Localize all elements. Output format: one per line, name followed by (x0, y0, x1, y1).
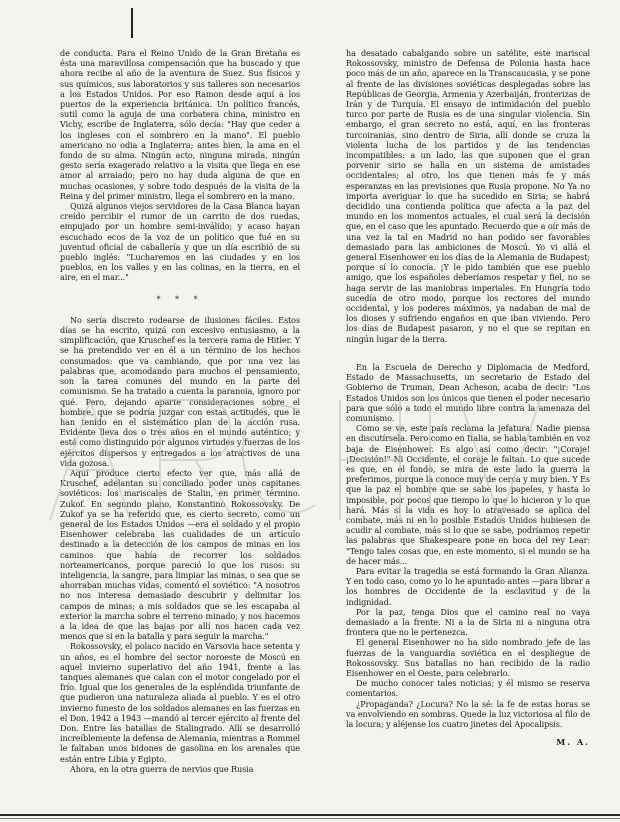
left-paragraph-1: de conducta. Para el Reino Unido de la Gran Bretaña es ésta una maravillosa compensación que ha buscado y que ahora recibe al año de la aventura de Suez. Sus físicos y sus químicos, sus laboratorios y sus talleres son necesarios a los Estados Unidos. Por eso Ramon desde aquí a los puertos de la experiencia británica. Un político francés, sutil como la aguja de una corbatera china, ministro en Vichy, escribe de Inglaterra, sólo decía: "Hay que ceder a los ingleses con el sombrero en la mano". El pueblo americano no odia a Inglaterra; antes bien, la ama en el fondo de su alma. Ningún acto, ninguna mirada, ningún gesto sería exagerado relativo a la visita que llega en ese amor al arraiado; pero no hay duda alguna de que en muchas ocasiones, y sobre todo después de la visita de la Reina y del primer ministro, llega el sombrero en la mano. (60, 48, 300, 201)
right-paragraph-6: El general Eisenhower no ha sido nombrado jefe de las fuerzas de la vanguardia soviética en el despliegue de Rokossovsky. Sus batallas no han recibido de la radio Eisenhower en el Oeste, para celebrarlo. (346, 637, 590, 678)
right-paragraph-2: En la Escuela de Derecho y Diplomacia de Medford, Estado de Massachusetts, un secretario de Estado del Gobierno de Truman, Dean Acheson, acaba de decir: "Los Estados Unidos son los únicos que tienen el poder necesario para que sólo a todo el mundo libre contra la amenaza del comunismo. (346, 361, 590, 423)
left-column (60, 48, 300, 774)
left-paragraph-5: Rokossovsky, el polaco nacido en Varsovia hace setenta y un años, es el hombre del sector noroeste de Moscú en aquel invierno superlativo del año 1941, frente a las tanques alemanes que calan con el motor congelado por el frío. Igual que los generales de la espléndida triunfante de que pudieron una naturaleza aliada al pueblo. Y es el otro invierno funesto de los soldados alemanes en las fuerzas en el Don, 1942 a 1943 —mandó al tercer ejército al frente del Don. Entre las batallas de Stalingrado. Allí se desarrolló increíblemente la defensa de Alemania, mientras a Rommel le faltaban unos bidones de gasolina en los arenales que están entre Libia y Egipto. (60, 641, 300, 764)
right-paragraph-5: Por la paz, tenga Dios que el camino real no vaya demasiado a la frente. Ni a la de Siria ni a ninguna otra frontera que no le pertenezca. (346, 606, 590, 638)
page-bottom-rule (0, 814, 620, 816)
right-paragraph-7: De mucho conocer tales noticias; y él mismo se reserva comentarios. (346, 678, 590, 699)
right-paragraph-4: Para evitar la tragedia se está formando la Gran Alianza. Y en todo caso, como yo lo he apuntado antes —para librar a los hombres de Occidente de la esclavitud y de la indignidad. (346, 565, 590, 607)
section-separator: * * * (156, 294, 204, 304)
right-paragraph-3: Como se ve, este país reclama la jefatura. Nadie piensa en discutírsela. Pero como en Italia, se habla también en voz baja de Eisenhower. Es algo así como decir: "¡Coraje! ¡Decisión!" Ni Occidente, el coraje le faltan. Lo que sucede es que, en el fondo, se mira de este lado la guerra la preferimos, porque la conoce muy de cerca y muy bien. Y Es que la paz el hombre que se sabe los papeles, y hasta lo imposible, por pocos que tiempo lo que lo hicieron y lo que hará. Más si la vida es hoy lo atravesado se aplica del combate, más ni en lo posible Estados Unidos hubiesen de acudir al combate, más si lo que se sabe, podríamos repetir las palabras que Shakespeare pone en boca del rey Lear: "Tengo tales cosas que, en este momento, si el mundo se ha de hacer más... (346, 423, 590, 566)
right-paragraph-1: ha desatado cabalgando sobre un satélite, este mariscal Rokossovsky, ministro de Defensa de Polonia hasta hace poco más de un año, aparece en la Transcaucasia, y se pone al frente de las divisiones soviéticas desplegadas sobre las Repúblicas de Georgia, Armenia y Azerbaiján, fronterizas de Irán y de Turquía. El ensayo de intimidación del pueblo turco por parte de Rusia es de una singular violencia. Sin embargo, el gran secreto no está, aquí, en las fronteras turcoiranias, sino dentro de Siria, allí donde se cruza la violenta lucha de los partidos y de las tendencias incompatibles: a un lado, las que suponen que el gran porvenir sirio se halla en un sistema de amistades occidentales; al otro, los que tienen más fe y más esperanzas en las previsiones que Rusia propone. No Ya no importa averiguar lo que ha sucedido en Siria; se habrá decidido una contienda política que afecta a la paz del mundo en los momentos actuales, el cual será la decisión que, en el caso que les apuntado. Recuerdo que a oír más de una vez la tal en Madrid no han podido ser favorables demasiado para las ambiciones de Moscú. Yo vi allá el general Eisenhower en los días de la Alemania de Budapest; porque sí lo conocía. ¡Y le pido también que ese pueblo amigo, que los españoles deberíamos respetar y fiel, no se haga servir de las maniobras imperiales. En Hungría todo sucedía de otro modo, porque los rectores del mundo occidental, y los poderes máximos, ya nadaban de mal de los dioses y sufriendo engaños en que iban viviendo. Pero los días de Budapest pasaron, y no el que se repitan en ningún lugar de la tierra. (346, 48, 590, 344)
left-paragraph-2: Quizá algunos viejos servidores de la Casa Blanca hayan creído percibir el rumor de un carrito de dos ruedas, empujado por un hombre semi-inválido; y acaso hayan escuchado ecos de la voz de un político que fué en su juventud oficial de caballería y que un día escribió de su pueblo inglés: "Lucharemos en las ciudades y en los pueblos, en los valles y en las colinas, en la tierra, en el aire, en el mar..." (60, 201, 300, 283)
page-bottom-faint-rule (0, 818, 620, 819)
right-column (346, 48, 590, 747)
author-signature: M. A. (556, 737, 590, 748)
right-paragraph-8: ¿Propaganda? ¿Locura? No la sé: la fe de estas horas se va envolviendo en sombras. Quede la luz victoriosa al filo de la locura; y aléjense los cuatro jinetes del Apocalipsis. (346, 698, 590, 729)
left-paragraph-6: Ahora, en la otra guerra de nervios que Rusia (70, 763, 254, 774)
top-column-mark (131, 8, 133, 38)
left-paragraph-4: Aquí produce cierto efecto ver que, más allá de Kruschef, adelantan su conciliado poder unos capitanes soviéticos: los mariscales de Stalin, en primer término. Zukof. En segundo plano, Konstantino Rokossovsky. De Zukof ya se ha referido que, es cierto secreto, como un general de los Estados Unidos —era el soldado y el propio Eisenhower celebraba las cualidades de un artículo destinado a la detección de los campos de minas en los caminos que había de recorrer los soldados norteamericanos, porque pareció lo que los rusos: su inteligencia, la sangre, para limpiar las minas, o sea que se ahorraban muchas vidas, comentó el soviético: "A nosotros no nos interesa demasiado descubrir y delimitar los campos de minas; a mis soldados que se les escapaba al exterior la marcha sobre el terreno minado; y nos hacemos a la idea de que las bajas por allí nos hacen cada vez menos que si en la batalla y para seguir la marcha." (60, 467, 300, 642)
left-paragraph-3: No sería discreto rodearse de ilusiones fáciles. Estos días se ha escrito, quizá con excesivo entusiasmo, a la simplificación, que Kruschef es la tercera rama de Hitler. Y se ha pretendido ver en él a un término de los hechos consumados: que va cambiando, que por una vez las palabras que, acomodando para muchos el pensamiento, son la tarea comunes del mundo en la parte del comunismo. Se ha tratado a cuenta la paranoia, ignoro por qué. Pero, dejando aparte consideraciones sobre el hombre, que se podría juzgar con estas actitudes, que le han tenido en el sistemático plan de la acción rusa. Evidente lleva dos o tres años en el mundo auténtico; y está como distinguido por algunos virtudes y fuerzas de los ejércitos dispersos y entregados a los atractivos de una vida gozosa. (60, 314, 300, 468)
section-gap (346, 344, 590, 362)
